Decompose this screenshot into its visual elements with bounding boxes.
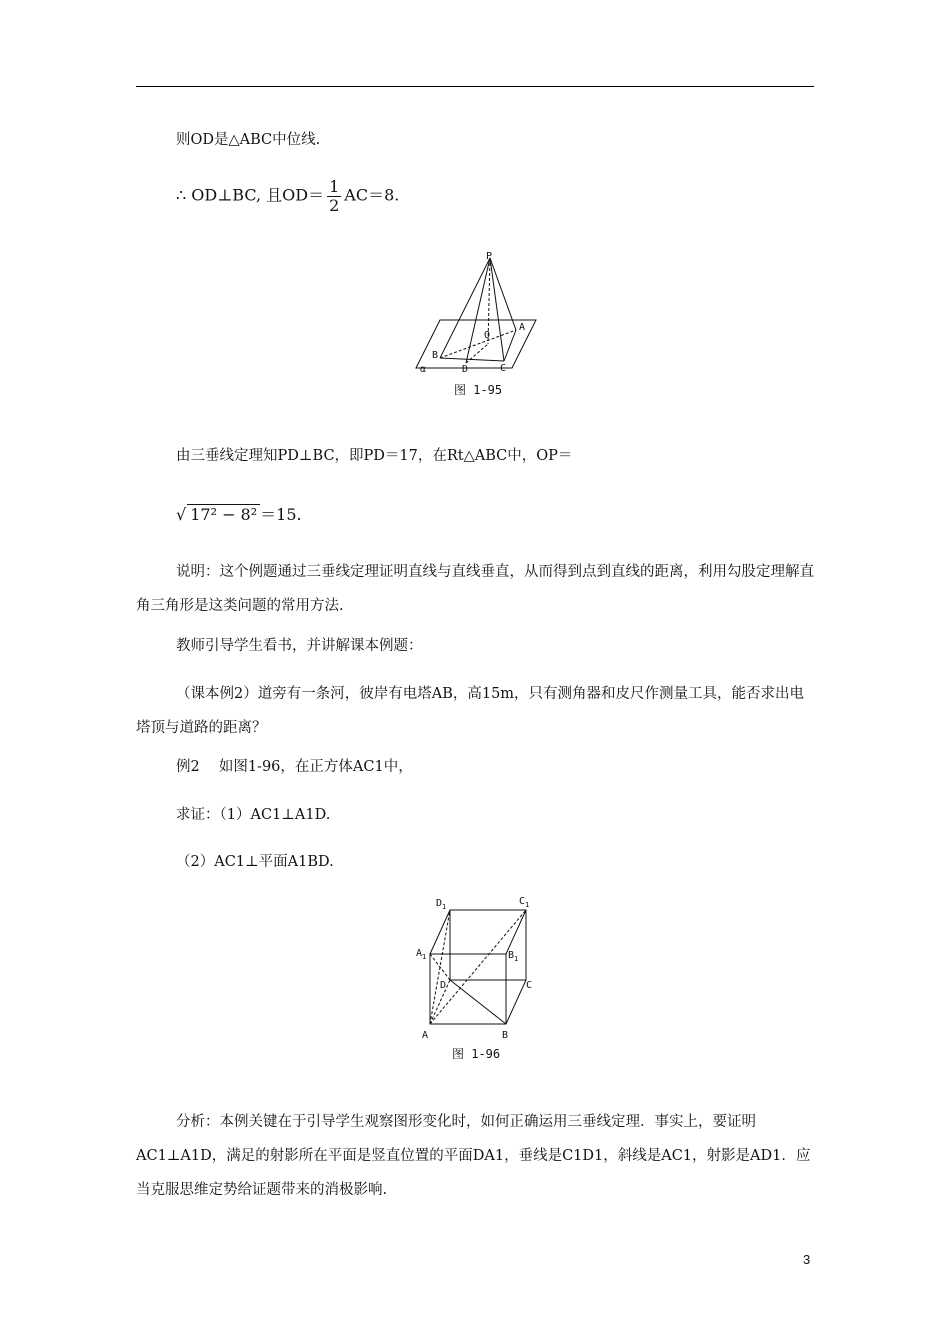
figure-1-95 bbox=[412, 248, 540, 398]
equation-od-right: AC＝8. bbox=[344, 185, 400, 205]
text-paragraph-example: （课本例2）道旁有一条河，彼岸有电塔AB，高15m，只有测角器和皮尺作测量工具，能否求出电塔顶与道路的距离？ bbox=[136, 686, 805, 736]
label-c: C bbox=[526, 980, 533, 991]
equation-od-left: ∴ OD⊥BC, 且OD＝ bbox=[176, 185, 325, 205]
label-o: O bbox=[484, 330, 491, 341]
text-line-3: 由三垂线定理知PD⊥BC，即PD＝17，在Rt△ABC中，OP＝ bbox=[176, 448, 573, 464]
text-line-1: 则OD是△ABC中位线. bbox=[176, 132, 321, 148]
equation-op-result: ＝15. bbox=[260, 505, 302, 524]
label-b: B bbox=[502, 1030, 509, 1041]
fraction-denominator: 2 bbox=[329, 195, 340, 215]
fraction-numerator: 1 bbox=[329, 177, 340, 196]
text-line-10: （2）AC1⊥平面A1BD. bbox=[176, 854, 334, 870]
label-a: A bbox=[519, 322, 526, 333]
edge-ca bbox=[504, 330, 516, 361]
header-rule bbox=[136, 86, 814, 87]
diagonal-ac1 bbox=[430, 910, 526, 1024]
sqrt-sign: √ bbox=[176, 505, 187, 524]
label-a: A bbox=[422, 1030, 429, 1041]
label-p: P bbox=[486, 251, 493, 262]
diagonal-db bbox=[450, 980, 506, 1024]
label-d1: $D_1$ bbox=[436, 898, 447, 911]
figure-1-95-caption: 图 1-95 bbox=[454, 383, 503, 397]
text-paragraph-explanation: 说明：这个例题通过三垂线定理证明直线与直线垂直，从而得到点到直线的距离，利用勾股定理解直角三角形是这类问题的常用方法. bbox=[136, 564, 814, 614]
fraction-half bbox=[327, 178, 341, 214]
text-line-8: 例2 如图1-96，在正方体AC1中， bbox=[176, 759, 413, 775]
edge-b1-c1 bbox=[506, 910, 526, 954]
label-c1: $C_1$ bbox=[519, 896, 530, 909]
edge-pa bbox=[490, 258, 516, 330]
page-number: 3 bbox=[803, 1252, 811, 1267]
label-d: D bbox=[440, 980, 447, 991]
equation-op bbox=[176, 502, 302, 525]
edge-pc bbox=[490, 258, 504, 361]
label-c: C bbox=[500, 363, 507, 374]
edge-b-c bbox=[506, 980, 526, 1024]
figure-1-96-caption: 图 1-96 bbox=[452, 1047, 501, 1061]
label-b1: $B_1$ bbox=[508, 950, 519, 963]
cube-back-face-top bbox=[450, 910, 526, 980]
text-line-6: 教师引导学生看书，并讲解课本例题： bbox=[176, 638, 423, 654]
edge-pb bbox=[440, 258, 490, 358]
sqrt-radicand: 17² − 8² bbox=[187, 504, 260, 524]
label-b: B bbox=[432, 350, 439, 361]
label-alpha: α bbox=[420, 364, 427, 375]
label-d: D bbox=[462, 364, 469, 375]
equation-od bbox=[176, 178, 399, 214]
label-a1: $A_1$ bbox=[416, 948, 427, 961]
figure-1-96 bbox=[412, 892, 542, 1064]
edge-a1-d1 bbox=[430, 910, 450, 954]
text-paragraph-analysis: 分析：本例关键在于引导学生观察图形变化时，如何正确运用三垂线定理．事实上，要证明AC1⊥A1D，满足的射影所在平面是竖直位置的平面DA1，垂线是C1D1，斜线是AC1，射影是AD1．应当克服思维定势给证题带来的消极影响. bbox=[136, 1114, 811, 1198]
text-line-9: 求证：（1）AC1⊥A1D. bbox=[176, 807, 331, 823]
diagonal-ad1 bbox=[430, 910, 450, 1024]
